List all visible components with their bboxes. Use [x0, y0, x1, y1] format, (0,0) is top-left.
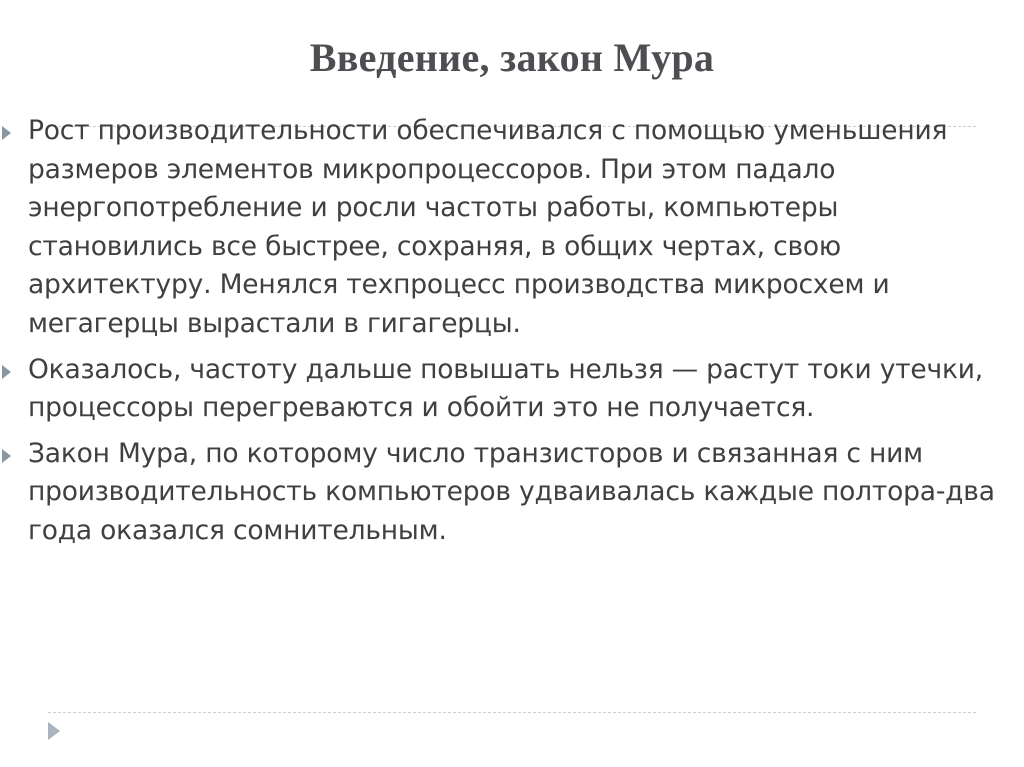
- slide-title: Введение, закон Мура: [309, 35, 715, 80]
- bullet-text: Закон Мура, по которому число транзисторов и связанная с ним производительность компьютеров удваивалась каждые полтора-два года оказался сомнительным.: [28, 437, 995, 546]
- bullet-text: Оказалось, частоту дальше повышать нельзя — растут токи утечки, процессоры перегреваются и обойти это не получается.: [28, 353, 984, 424]
- triangle-bullet-icon: [2, 365, 11, 379]
- bullet-item: [0, 112, 1003, 344]
- bottom-divider: [48, 712, 976, 713]
- bullet-list: [0, 112, 1024, 558]
- bullet-item: [0, 351, 1003, 428]
- triangle-bullet-icon: [2, 449, 11, 463]
- bullet-text: Рост производительности обеспечивался с помощью уменьшения размеров элементов микропроцессоров. При этом падало энергопотребление и росли частоты работы, компьютеры становились все быстрее, сохраняя, в общих чертах, свою архитектуру. Менялся техпроцесс производства микросхем и мегагерцы вырастали в гигагерцы.: [28, 115, 948, 339]
- triangle-bullet-icon: [2, 126, 11, 140]
- next-slide-arrow-icon[interactable]: [48, 722, 60, 740]
- bullet-item: [0, 435, 1003, 551]
